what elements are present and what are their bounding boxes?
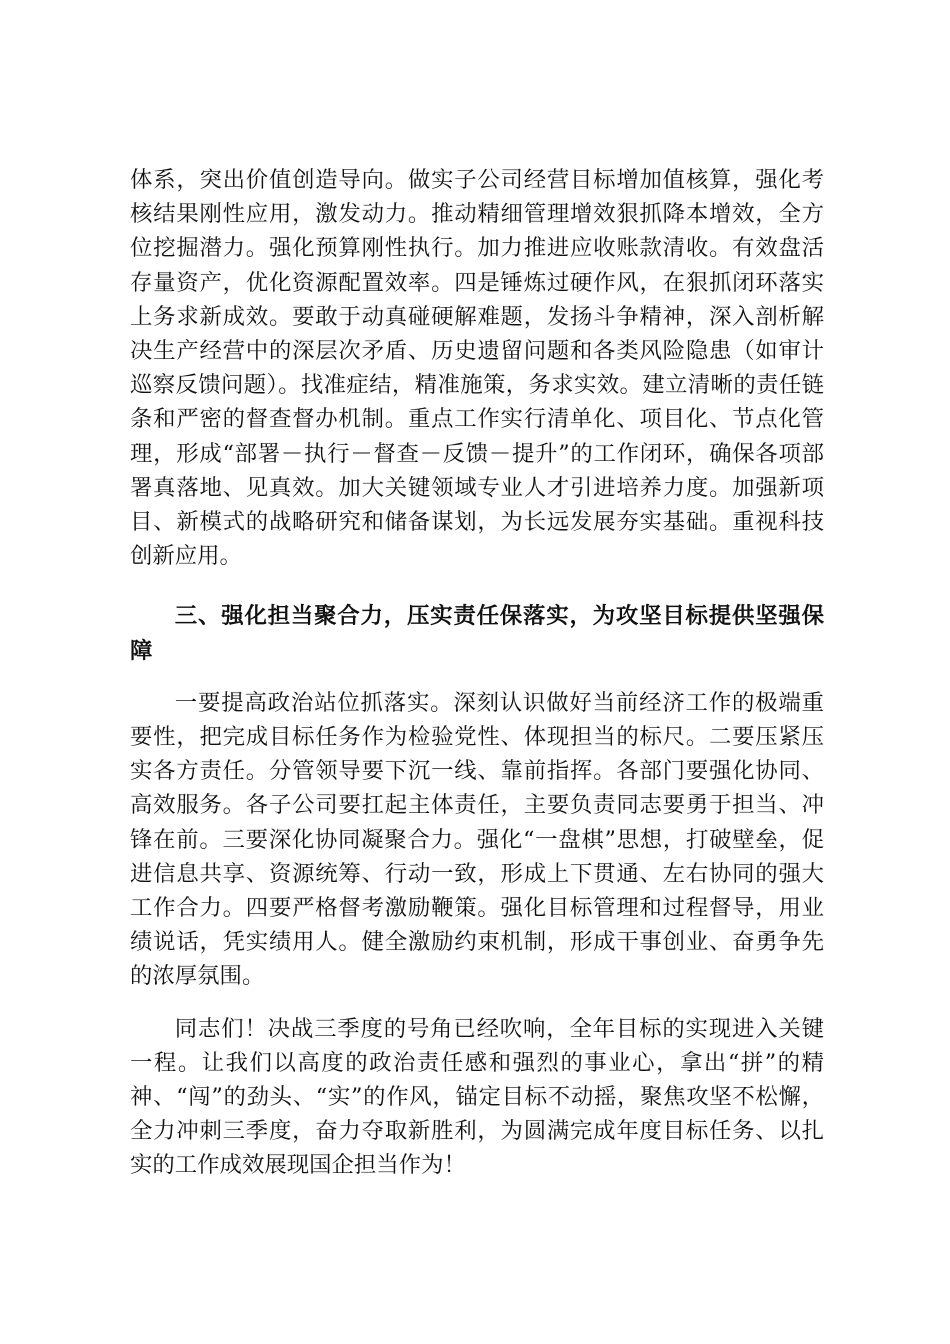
document-body <box>130 163 824 1183</box>
section-paragraph: 一要提高政治站位抓落实。深刻认识做好当前经济工作的极端重要性，把完成目标任务作为检验党性、体现担当的标尺。二要压紧压实各方责任。分管领导要下沉一线、靠前指挥。各部门要强化协同、高效服务。各子公司要扛起主体责任，主要负责同志要勇于担当、冲锋在前。三要深化协同凝聚合力。强化“一盘棋”思想，打破壁垒，促进信息共享、资源统筹、行动一致，形成上下贯通、左右协同的强大工作合力。四要严格督考激励鞭策。强化目标管理和过程督导，用业绩说话，凭实绩用人。健全激励约束机制，形成干事创业、奋勇争先的浓厚氛围。 <box>130 689 824 990</box>
closing-paragraph: 同志们！决战三季度的号角已经吹响，全年目标的实现进入关键一程。让我们以高度的政治责任感和强烈的事业心，拿出“拼”的精神、“闯”的劲头、“实”的作风，锚定目标不动摇，聚焦攻坚不松懈，全力冲刺三季度，奋力夺取新胜利，为圆满完成年度目标任务、以扎实的工作成效展现国企担当作为！ <box>130 1015 824 1179</box>
continuation-paragraph: 体系，突出价值创造导向。做实子公司经营目标增加值核算，强化考核结果刚性应用，激发动力。推动精细管理增效狠抓降本增效，全方位挖掘潜力。强化预算刚性执行。加力推进应收账款清收。有效盘活存量资产，优化资源配置效率。四是锤炼过硬作风，在狠抓闭环落实上务求新成效。要敢于动真碰硬解难题，发扬斗争精神，深入剖析解决生产经营中的深层次矛盾、历史遗留问题和各类风险隐患（如审计巡察反馈问题）。找准症结，精准施策，务求实效。建立清晰的责任链条和严密的督查督办机制。重点工作实行清单化、项目化、节点化管理，形成“部署－执行－督查－反馈－提升”的工作闭环，确保各项部署真落地、见真效。加大关键领域专业人才引进培养力度。加强新项目、新模式的战略研究和储备谋划，为长远发展夯实基础。重视科技创新应用。 <box>130 167 824 570</box>
section-heading: 三、强化担当聚合力，压实责任保落实，为攻坚目标提供坚强保障 <box>130 603 824 664</box>
